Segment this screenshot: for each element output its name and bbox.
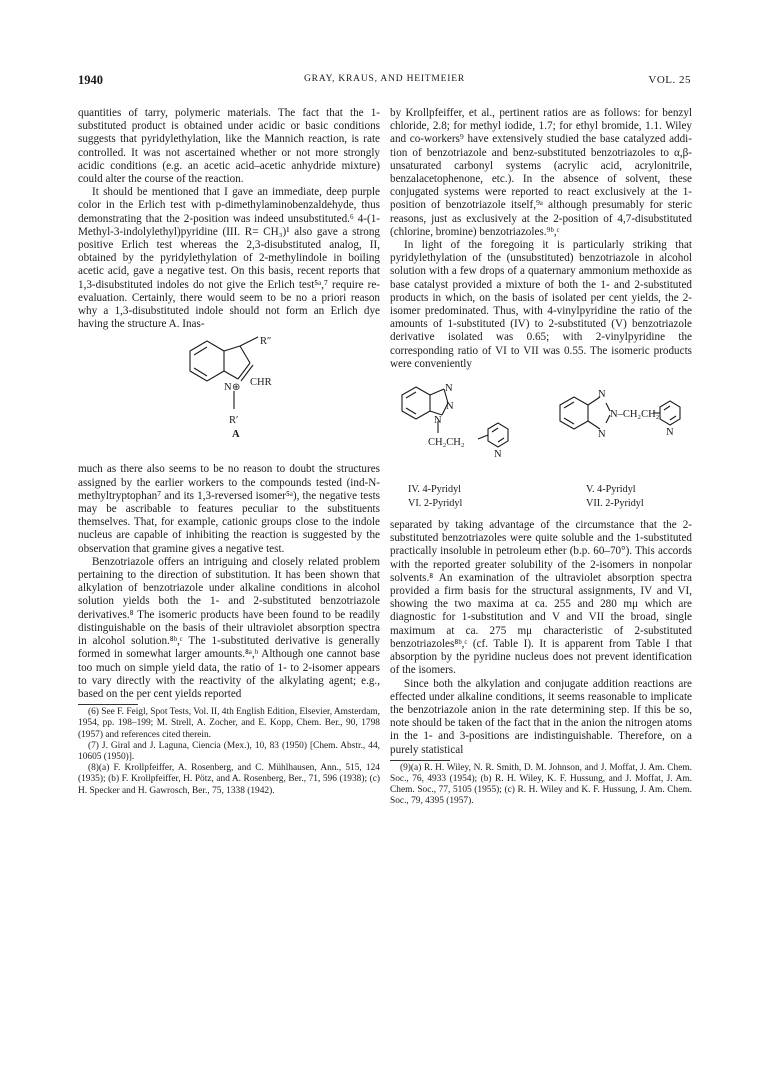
running-authors: GRAY, KRAUS, AND HEITMEIER — [304, 74, 465, 84]
footnote-8: (8)(a) F. Krollpfeiffer, A. Rosenberg, and C. Mühlhausen, Ann., 515, 124 (1935); (b) F. Krollpfeiffer, H. Pötz, and A. Rosenberg, Ber., 71, 596 (1938); (c) H. Specker and H. Gawrosch, Ber., 75, 1338 (1942). — [78, 763, 380, 796]
footnotes-right — [390, 763, 692, 808]
paragraph: Since both the alkylation and conjugate addition reactions are effected under alkaline conditions, it seems reasonable to implicate the benzotriazole anion in the rate determining step. If this be so, note should be taken of the fact that in the anion the nitrogen atoms in the 1- and 3-positions are indistinguishable. Therefore, on a purely statistical — [390, 677, 692, 756]
paragraph: quantities of tarry, polymeric materials. The fact that the 1-substituted product is obtained under acidic or basic conditions suggests that pyridylethylation, like the Mannich reaction, is rate controlled. It was not ascertained whether or not more strongly acidic conditions (e.g. an acetic acid–acetic anhydride mixture) could alter the course of the reaction. — [78, 107, 380, 186]
footnote-7: (7) J. Giral and J. Laguna, Ciencia (Mex.), 10, 83 (1950) [Chem. Abstr., 44, 10605 (1950)]. — [78, 740, 380, 762]
pyridine-n-v: N — [666, 427, 674, 439]
pyridine-n-iv: N — [494, 449, 502, 461]
structure-label-a: A — [232, 429, 240, 441]
right-column — [390, 107, 692, 808]
structures-iv-v-drawing — [390, 375, 692, 485]
chr-group: CHR — [250, 377, 272, 389]
label-iv: IV. 4-Pyridyl — [408, 484, 462, 496]
label-vi: VI. 2-Pyridyl — [408, 498, 463, 510]
label-v: V. 4-Pyridyl — [586, 484, 636, 496]
footnote-rule — [390, 760, 450, 761]
triazole-n3: N — [445, 383, 453, 395]
paragraph: by Krollpfeiffer, et al., pertinent ratios are as follows: for benzyl chloride, 2.8; for methyl iodide, 1.7; for ethyl bromide, 1.1. Wiley and co-workers⁹ have extensively studied the base catalyzed addition of benzotriazole and benz-substituted benzotriazoles to α,β-unsaturated carbonyl systems (acrylic acid, acrylonitrile, benzalacetophenone, etc.). In the absence of solvent, these conjugated systems were reported to react exclusively at the 1-position of benzotriazole itself,⁹ᵃ although presumably for steric reasons, just as exclusively at the 2-position of 4,7-disubstituted (chlorine, bromine) benzotriazoles.⁹ᵇ,ᶜ — [390, 107, 692, 238]
label-vii: VII. 2-Pyridyl — [586, 498, 644, 510]
paragraph: In light of the foregoing it is particularly striking that pyridylethylation of the (unsubstituted) benzotriazole in alcohol solution with a few drops of a quaternary ammonium methoxide as base catalyst provided a mixture of both the 1- and 2-substituted products in which, on the basis of isolated per cent yields, the 2-isomer predominated. Thus, with 4-vinylpyridine the ratio of the amounts of 1-substituted (IV) to 2-substituted (V) benzotriazole derivative isolated was 0.65; with 2-vinylpyridine the corresponding ratio of VI to VII was 0.55. The isomeric products were conveniently — [390, 239, 692, 370]
r-double-prime: R″ — [260, 336, 272, 348]
footnote-rule — [78, 704, 138, 705]
paragraph: separated by taking advantage of the circumstance that the 2-substituted benzotriazoles were quite soluble and the 1-substituted practically insoluble in petroleum ether (b.p. 60–70°). This accords with the reported greater solubility of the 2-isomers in nonpolar solvents.⁸ An examination of the ultraviolet absorption spectra provided a firm basis for the structural assignments, IV and VI, showing the two maxima at ca. 255 and 280 mμ which are diagnostic for 1-substitution and V and VII the broad, single maximum at ca. 275 mμ characteristic of 2-substituted benzotriazoles⁸ᵇ,ᶜ (cf. Table I). It is apparent from Table I that absorption by the pyridine nucleus does not prevent identification of the isomers. — [390, 519, 692, 677]
running-header — [78, 73, 691, 91]
paragraph: much as there also seems to be no reason to doubt the structures assigned by the earlier workers to the compounds tested (ind-N-methyltryptophan⁷ and its 1,3-reversed isomer⁵ᵃ), the negative tests may be ascribable to features peculiar to the substituents themselves. That, for example, cationic groups close to the indole nucleus are capable of inhibiting the reaction is suggested by the observation that gramine gives a negative test. — [78, 463, 380, 555]
triazole-n2: N — [446, 401, 454, 413]
structure-a-diagram — [78, 335, 380, 459]
nitrogen-atom: N — [224, 382, 232, 394]
left-column — [78, 107, 380, 797]
footnote-9: (9)(a) R. H. Wiley, N. R. Smith, D. M. Johnson, and J. Moffat, J. Am. Chem. Soc., 76, 4933 (1954); (b) R. H. Wiley, K. F. Hussung, and J. Moffat, J. Am. Chem. Soc., 77, 5105 (1955); (c) R. H. Wiley and K. F. Hussung, J. Am. Chem. Soc., 79, 4395 (1957). — [390, 762, 692, 807]
paragraph: It should be mentioned that I gave an immediate, deep purple color in the Erlich test with p-dimethylaminobenzaldehyde, thus demonstrating that the 2-position was indeed unsubstituted.⁶ 4-(1-Methyl-3-indolylethyl)pyridine (III. R= CH₃)¹ also gave a strong positive Erlich test whereas the 2,3-disubstituted analog, II, obtained by the pyridylethylation of 2-methylindole in boiling acetic acid, gave a negative test. On this basis, recent reports that 1,3-disubstituted indoles do not give the Erlich test⁵ᵃ,⁷ require re-evaluation. Certainly, there would seem to be no a priori reason why a 1,3-disubstituted indole should not form an Erlich dye having the structure A. Inas- — [78, 186, 380, 331]
indole-dye-structure — [166, 335, 306, 459]
ethylene-chain-v: N–CH₂CH₂ — [610, 409, 660, 421]
triazole-n1-v: N — [598, 389, 606, 401]
volume-label: VOL. 25 — [648, 74, 691, 86]
benzotriazole-structures-figure — [390, 375, 692, 513]
triazole-n3-v: N — [598, 429, 606, 441]
triazole-n1: N — [434, 415, 442, 427]
footnote-6: (6) See F. Feigl, Spot Tests, Vol. II, 4th English Edition, Elsevier, Amsterdam, 1954, pp. 198–199; M. Strell, A. Zocher, and E. Kopp, Chem. Ber., 90, 1798 (1957) and references cited therein. — [78, 707, 380, 740]
r-prime: R′ — [229, 415, 239, 427]
page-number: 1940 — [78, 73, 103, 87]
ethylene-chain-iv: CH₂CH₂ — [428, 437, 465, 449]
footnotes-left — [78, 707, 380, 797]
paragraph: Benzotriazole offers an intriguing and closely related problem pertaining to the direction of substitution. It has been shown that alkylation of benzotriazole under alkaline conditions in alcohol solution yields both the 1- and 2-substituted benzotriazole derivatives.⁸ The isomeric products have been found to be readily distinguishable on the basis of their ultraviolet absorption spectra in alcohol solution.⁸ᵇ,ᶜ The 1-substituted derivative is generally formed in somewhat larger amounts.⁸ᵃ,ᵇ Although one cannot base too much on simple yield data, the ratio of 1- to 2-isomer appears to vary directly with the reactivity of the alkylating agent; e.g., based on the per cent yields reported — [78, 555, 380, 700]
positive-charge-icon: ⊕ — [232, 382, 241, 394]
